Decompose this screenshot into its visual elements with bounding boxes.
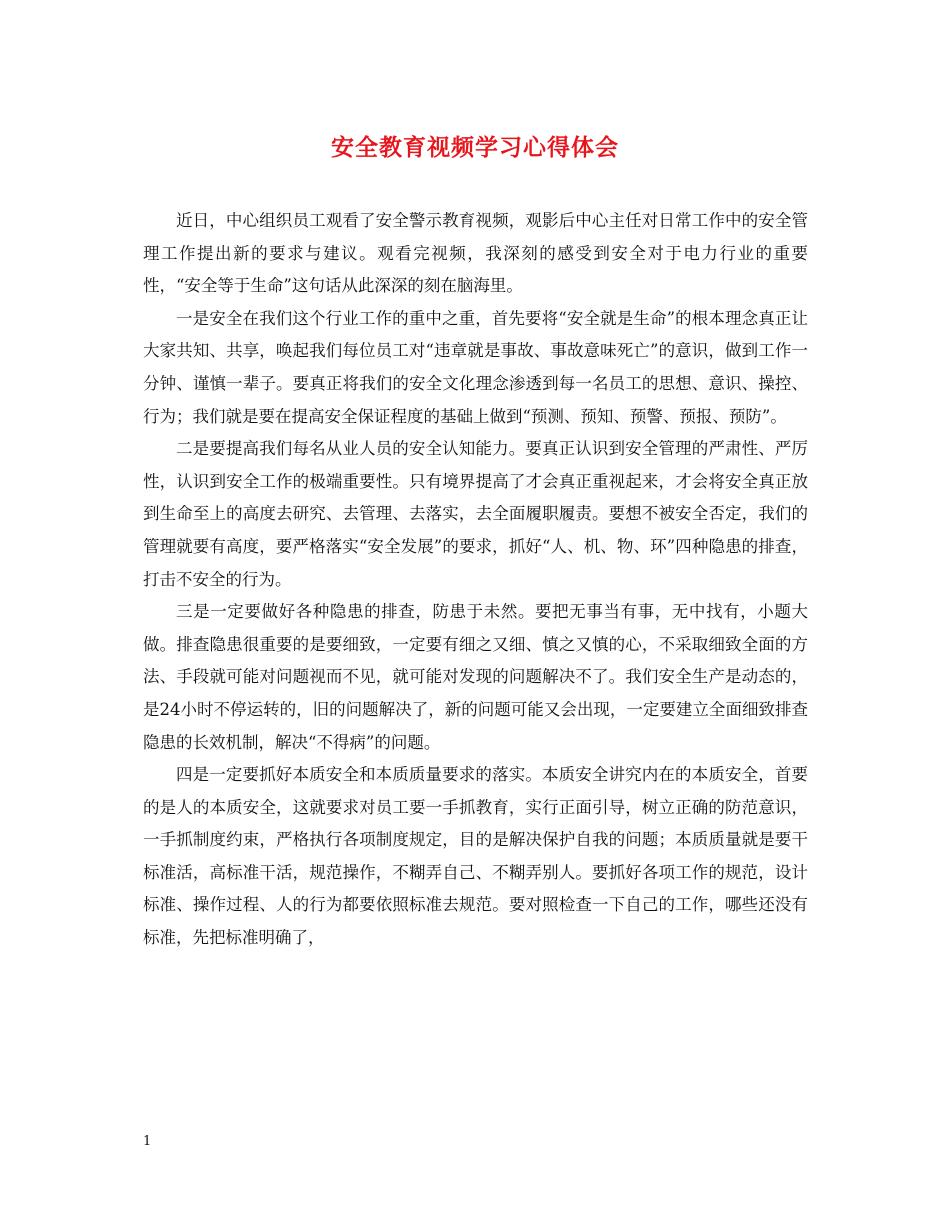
paragraph-point-two: 二是要提高我们每名从业人员的安全认知能力。要真正认识到安全管理的严肃性、严厉性，认识到安全工作的极端重要性。只有境界提高了才会真正重视起来，才会将安全真正放到生命至上的高度去研究、去管理、去落实，去全面履职履责。要想不被安全否定，我们的管理就要有高度，要严格落实“安全发展”的要求，抓好“人、机、物、环”四种隐患的排查，打击不安全的行为。 bbox=[143, 439, 808, 589]
paragraph-intro: 近日，中心组织员工观看了安全警示教育视频，观影后中心主任对日常工作中的安全管理工作提出新的要求与建议。观看完视频，我深刻的感受到安全对于电力行业的重要性，“安全等于生命”这句话从此深深的刻在脑海里。 bbox=[143, 211, 808, 296]
document-body bbox=[143, 205, 808, 955]
paragraph-point-three: 三是一定要做好各种隐患的排查，防患于未然。要把无事当有事，无中找有，小题大做。排查隐患很重要的是要细致，一定要有细之又细、慎之又慎的心，不采取细致全面的方法、手段就可能对问题视而不见，就可能对发现的问题解决不了。我们安全生产是动态的，是24小时不停运转的，旧的问题解决了，新的问题可能又会出现，一定要建立全面细致排查隐患的长效机制，解决“不得病”的问题。 bbox=[143, 602, 808, 752]
paragraph-point-one: 一是安全在我们这个行业工作的重中之重，首先要将“安全就是生命”的根本理念真正让大家共知、共享，唤起我们每位员工对“违章就是事故、事故意味死亡”的意识，做到工作一分钟、谨慎一辈子。要真正将我们的安全文化理念渗透到每一名员工的思想、意识、操控、行为；我们就是要在提高安全保证程度的基础上做到“预测、预知、预警、预报、预防”。 bbox=[143, 308, 808, 426]
page-number: 1 bbox=[143, 1134, 152, 1149]
paragraph-point-four: 四是一定要抓好本质安全和本质质量要求的落实。本质安全讲究内在的本质安全，首要的是人的本质安全，这就要求对员工要一手抓教育，实行正面引导，树立正确的防范意识，一手抓制度约束，严格执行各项制度规定，目的是解决保护自我的问题；本质质量就是要干标准活，高标准干活，规范操作，不糊弄自己、不糊弄别人。要抓好各项工作的规范，设计标准、操作过程、人的行为都要依照标准去规范。要对照检查一下自己的工作，哪些还没有标准，先把标准明确了， bbox=[143, 765, 808, 948]
document-title: 安全教育视频学习心得体会 bbox=[331, 134, 619, 161]
